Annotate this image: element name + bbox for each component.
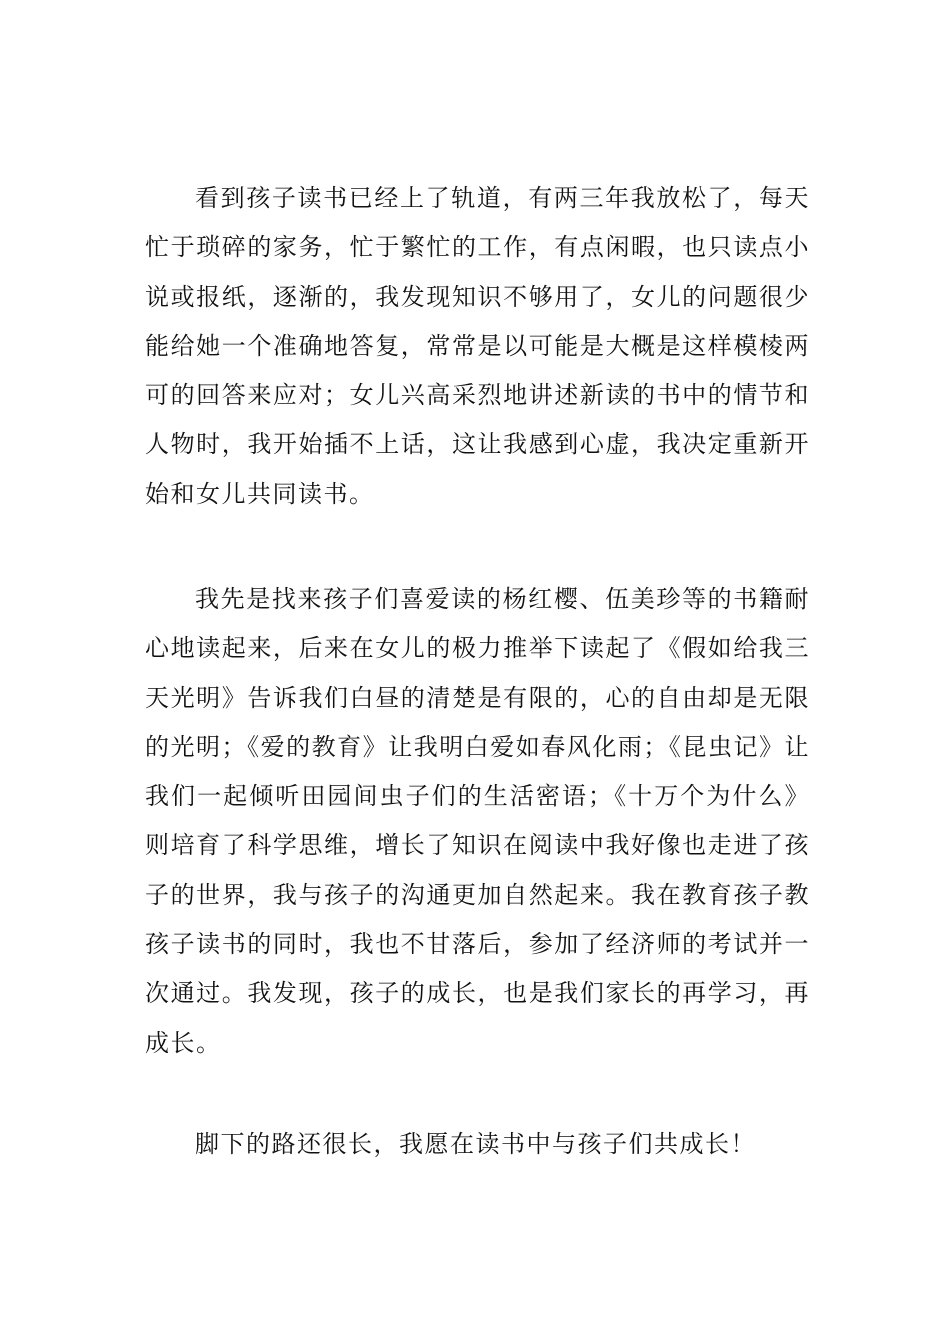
paragraph-closing: 脚下的路还很长，我愿在读书中与孩子们共成长！ bbox=[195, 1130, 756, 1158]
paragraph-reading-resume: 看到孩子读书已经上了轨道，有两三年我放松了，每天忙于琐碎的家务，忙于繁忙的工作，有点闲暇，也只读点小说或报纸，逐渐的，我发现知识不够用了，女儿的问题很少能给她一个准确地答复，常常是以可能是大概是这样模棱两可的回答来应对；女儿兴高采烈地讲述新读的书中的情节和人物时，我开始插不上话，这让我感到心虚，我决定重新开始和女儿共同读书。 bbox=[145, 184, 810, 508]
paragraph-books-read: 我先是找来孩子们喜爱读的杨红樱、伍美珍等的书籍耐心地读起来，后来在女儿的极力推举下读起了《假如给我三天光明》告诉我们白昼的清楚是有限的，心的自由却是无限的光明；《爱的教育》让我明白爱如春风化雨；《昆虫记》让我们一起倾听田园间虫子们的生活密语；《十万个为什么》则培育了科学思维，增长了知识在阅读中我好像也走进了孩子的世界，我与孩子的沟通更加自然起来。我在教育孩子教孩子读书的同时，我也不甘落后，参加了经济师的考试并一次通过。我发现，孩子的成长，也是我们家长的再学习，再成长。 bbox=[145, 585, 810, 1057]
